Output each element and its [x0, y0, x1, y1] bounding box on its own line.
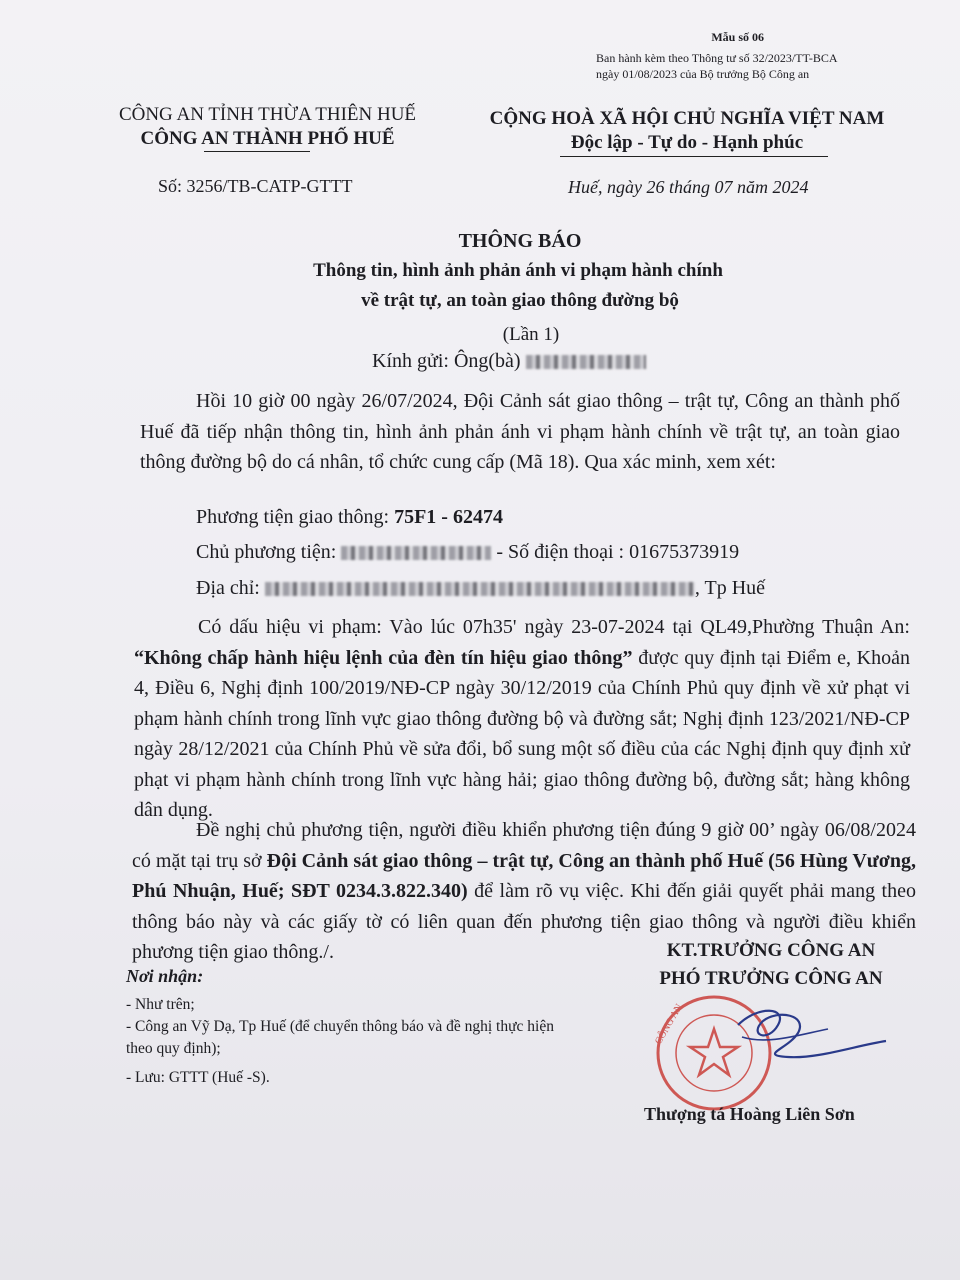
violation-offense: “Không chấp hành hiệu lệnh của đèn tín hiệu giao thông”: [134, 646, 633, 669]
violation-suffix: được quy định tại Điểm e, Khoản 4, Điều 6, Nghị định 100/2019/NĐ-CP ngày 30/12/2019 của Chính Phủ quy định về xử phạt vi phạm hành chính trong lĩnh vực giao thông đường bộ và đường sắt; Nghị định 123/2021/NĐ-CP ngày 28/12/2021 của Chính Phủ về sửa đổi, bổ sung một số điều của các Nghị định quy định xử phạt vi phạm hành chính trong lĩnh vực hàng hải; giao thông đường bộ, đường sắt; hàng không dân dụng.: [134, 646, 910, 821]
recipients-heading: Nơi nhận:: [126, 966, 204, 986]
redacted-name: [526, 355, 646, 369]
phone-label: - Số điện thoại :: [496, 541, 630, 563]
address-city: , Tp Huế: [694, 577, 766, 599]
issuing-agency: CÔNG AN THÀNH PHỐ HUẾ: [140, 128, 395, 149]
document-date: Huế, ngày 26 tháng 07 năm 2024: [568, 177, 809, 197]
handwritten-signature: [738, 1011, 886, 1057]
motto-underline: [560, 156, 828, 157]
seal-lettering: CÔNG AN: [653, 1002, 685, 1047]
document-title: THÔNG BÁO: [458, 230, 582, 252]
redacted-owner: [341, 546, 491, 560]
request-suffix: để làm rõ vụ việc. Khi đến giải quyết phải mang theo thông báo này và các giấy tờ có liên quan đến phương tiện giao thông và người điều khiển phương tiện giao thông./.: [132, 880, 916, 963]
agency-underline: [204, 151, 310, 152]
document-subtitle-line2: về trật tự, an toàn giao thông đường bộ: [361, 290, 679, 311]
issued-note-line2: ngày 01/08/2023 của Bộ trưởng Bộ Công an: [596, 67, 810, 81]
issued-note-line1: Ban hành kèm theo Thông tư số 32/2023/TT-BCA: [596, 51, 838, 65]
request-prefix: Đề nghị chủ phương tiện, người điều khiển phương tiện đúng 9 giờ 00’ ngày 06/08/2024 có mặt tại trụ sở: [132, 819, 916, 872]
form-number: Mẫu số 06: [711, 30, 764, 44]
vehicle-line: [196, 502, 503, 533]
vehicle-plate: 75F1 - 62474: [394, 506, 503, 528]
signature-stroke: [742, 1029, 828, 1040]
salutation-label: Kính gửi: Ông(bà): [372, 350, 521, 372]
signature-title-line1: KT.TRƯỞNG CÔNG AN: [666, 940, 876, 961]
violation-prefix: Có dấu hiệu vi phạm: Vào lúc 07h35' ngày 23-07-2024 tại QL49,Phường Thuận An:: [198, 616, 910, 638]
phone-number: 01675373919: [629, 541, 740, 563]
intro-paragraph: Hồi 10 giờ 00 ngày 26/07/2024, Đội Cảnh sát giao thông – trật tự, Công an thành phố Huế đã tiếp nhận thông tin, hình ảnh phản ánh vi phạm hành chính về trật tự, an toàn giao thông đường bộ do cá nhân, tổ chức cung cấp (Mã 18). Qua xác minh, xem xét:: [140, 390, 900, 473]
redacted-address: [265, 582, 695, 596]
national-motto: Độc lập - Tự do - Hạnh phúc: [570, 132, 804, 153]
parent-agency: CÔNG AN TỈNH THỪA THIÊN HUẾ: [118, 104, 417, 125]
address-line: [196, 573, 765, 604]
owner-line: [196, 537, 739, 568]
recipient-item: - Như trên;: [126, 996, 195, 1013]
issued-note: [596, 50, 838, 82]
national-title: CỘNG HOÀ XÃ HỘI CHỦ NGHĨA VIỆT NAM: [489, 108, 885, 129]
document-number: Số: 3256/TB-CATP-GTTT: [158, 176, 353, 196]
signer-name: Thượng tá Hoàng Liên Sơn: [644, 1104, 855, 1124]
recipient-item: - Lưu: GTTT (Huế -S).: [126, 1069, 270, 1086]
signature-title-line2: PHÓ TRƯỞNG CÔNG AN: [659, 968, 883, 989]
document-subtitle-line1: Thông tin, hình ảnh phản ánh vi phạm hành chính: [313, 260, 723, 281]
request-office: Đội Cảnh sát giao thông – trật tự, Công an thành phố Huế (56 Hùng Vương, Phú Nhuận, Huế; SĐT 0234.3.822.340): [132, 849, 916, 902]
attempt-number: (Lần 1): [502, 324, 560, 345]
address-label: Địa chỉ:: [196, 577, 260, 599]
owner-label: Chủ phương tiện:: [196, 541, 337, 563]
vehicle-label: Phương tiện giao thông:: [196, 506, 395, 528]
violation-paragraph: [134, 612, 910, 826]
official-seal-and-signature: [638, 985, 888, 1115]
salutation: [372, 350, 646, 373]
recipient-item: - Công an Vỹ Dạ, Tp Huế (để chuyển thông báo và đề nghị thực hiện theo quy định);: [126, 1018, 554, 1057]
